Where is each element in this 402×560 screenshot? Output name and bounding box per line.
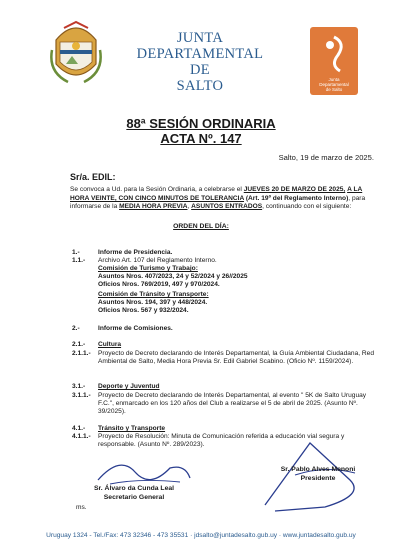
secretary-role: Secretario General — [103, 493, 165, 501]
item-1-number: 1.- — [72, 249, 80, 256]
item-4-1-1-number: 4.1.1.- — [72, 433, 91, 440]
president-name: Sr. Pablo Alves Menoni — [280, 466, 356, 473]
org-line-1: JUNTA — [176, 30, 224, 46]
acta-number: ACTA Nº. 147 — [160, 131, 242, 146]
commission-1-asuntos: Asuntos Nros. 407/2023, 24 y 52/2024 y 26//2025 — [98, 273, 248, 280]
document-date: Salto, 19 de marzo de 2025. — [278, 153, 374, 162]
intro-paragraph: Se convoca a Ud. para la Sesión Ordinaria, a celebrarse el JUEVES 20 DE MARZO DE 2025, A LA HORA VEINTE, CON CINCO MINUTOS DE TOLERANCIA (Art. 19º del Reglamento Interno), para informarse de la MEDIA HORA PREVIA, ASUNTOS ENTRADOS, continuando con el siguiente: — [70, 186, 366, 211]
commission-2-asuntos: Asuntos Nros. 194, 397 y 448/2024. — [98, 299, 208, 306]
item-2-1-title: Cultura — [98, 341, 122, 348]
junta-logo-icon — [308, 25, 360, 97]
item-2-title: Informe de Comisiones. — [98, 325, 173, 332]
item-2-1-1-number: 2.1.1.- — [72, 350, 91, 357]
coat-of-arms-icon — [48, 20, 104, 90]
org-line-2: DEPARTAMENTAL — [136, 46, 264, 62]
item-3-1-1-number: 3.1.1.- — [72, 392, 91, 399]
agenda-heading: ORDEN DEL DÍA: — [173, 223, 229, 230]
session-title: 88ª SESIÓN ORDINARIA — [126, 116, 276, 131]
salutation: Sr/a. EDIL: — [70, 172, 116, 182]
item-1-1-text: Archivo Art. 107 del Reglamento Interno. — [98, 257, 217, 264]
item-2-number: 2.- — [72, 325, 80, 332]
item-1-title: Informe de Presidencia. — [98, 249, 173, 256]
item-4-1-1-text: Proyecto de Resolución: Minuta de Comunicación referida a educación vial segura y responsable. (Asunto Nº. 289/2023). — [98, 433, 345, 448]
svg-text:Departamental: Departamental — [319, 82, 349, 87]
commission-2-oficios: Oficios Nros. 567 y 932/2024. — [98, 307, 189, 314]
item-3-1-title: Deporte y Juventud — [98, 383, 160, 390]
item-4-1-title: Tránsito y Transporte — [98, 425, 166, 432]
svg-text:de Salto: de Salto — [325, 87, 343, 92]
item-2-1-number: 2.1.- — [72, 341, 86, 348]
item-3-1-1-text: Proyecto de Decreto declarando de Interés Departamental, al evento " 5K de Salto Uruguay F.C.", enmarcado en los 120 años del Club a realizarse el 5 de abril de 2025. (Asunto Nº. 39/2025). — [98, 392, 367, 415]
commission-1-title: Comisión de Turismo y Trabajo: — [98, 265, 198, 272]
footer-contact: Uruguay 1324 - Tel./Fax: 473 32346 - 473 35531 · jdsalto@juntadesalto.gub.uy · www.juntadesalto.gub.uy — [46, 532, 356, 539]
secretary-name: Sr. Álvaro da Cunda Leal — [93, 485, 175, 492]
organization-name — [120, 30, 280, 94]
typist-initials: ms. — [76, 504, 87, 511]
president-role: Presidente — [300, 474, 336, 482]
item-4-1-number: 4.1.- — [72, 425, 86, 432]
item-1-1-number: 1.1.- — [72, 257, 86, 264]
commission-2-title: Comisión de Tránsito y Transporte: — [98, 291, 209, 298]
secretary-signature-block — [64, 485, 204, 502]
commission-1-oficios: Oficios Nros. 769/2019, 497 y 970/2024. — [98, 281, 220, 288]
president-signature-block — [248, 466, 388, 483]
item-3-1-number: 3.1.- — [72, 383, 86, 390]
svg-text:Junta: Junta — [328, 77, 340, 82]
org-line-4: SALTO — [176, 78, 224, 94]
item-2-1-1-text: Proyecto de Decreto declarando de Interés Departamental, la Guía Ambiental Ciudadana, Red Ambiental de Salto, Media Hora Previa Sr. Edil Gabriel Scabino. (Oficio Nº. 1159/2024). — [98, 350, 375, 365]
org-line-3: DE — [190, 62, 210, 78]
secretary-signature-icon — [90, 450, 200, 490]
